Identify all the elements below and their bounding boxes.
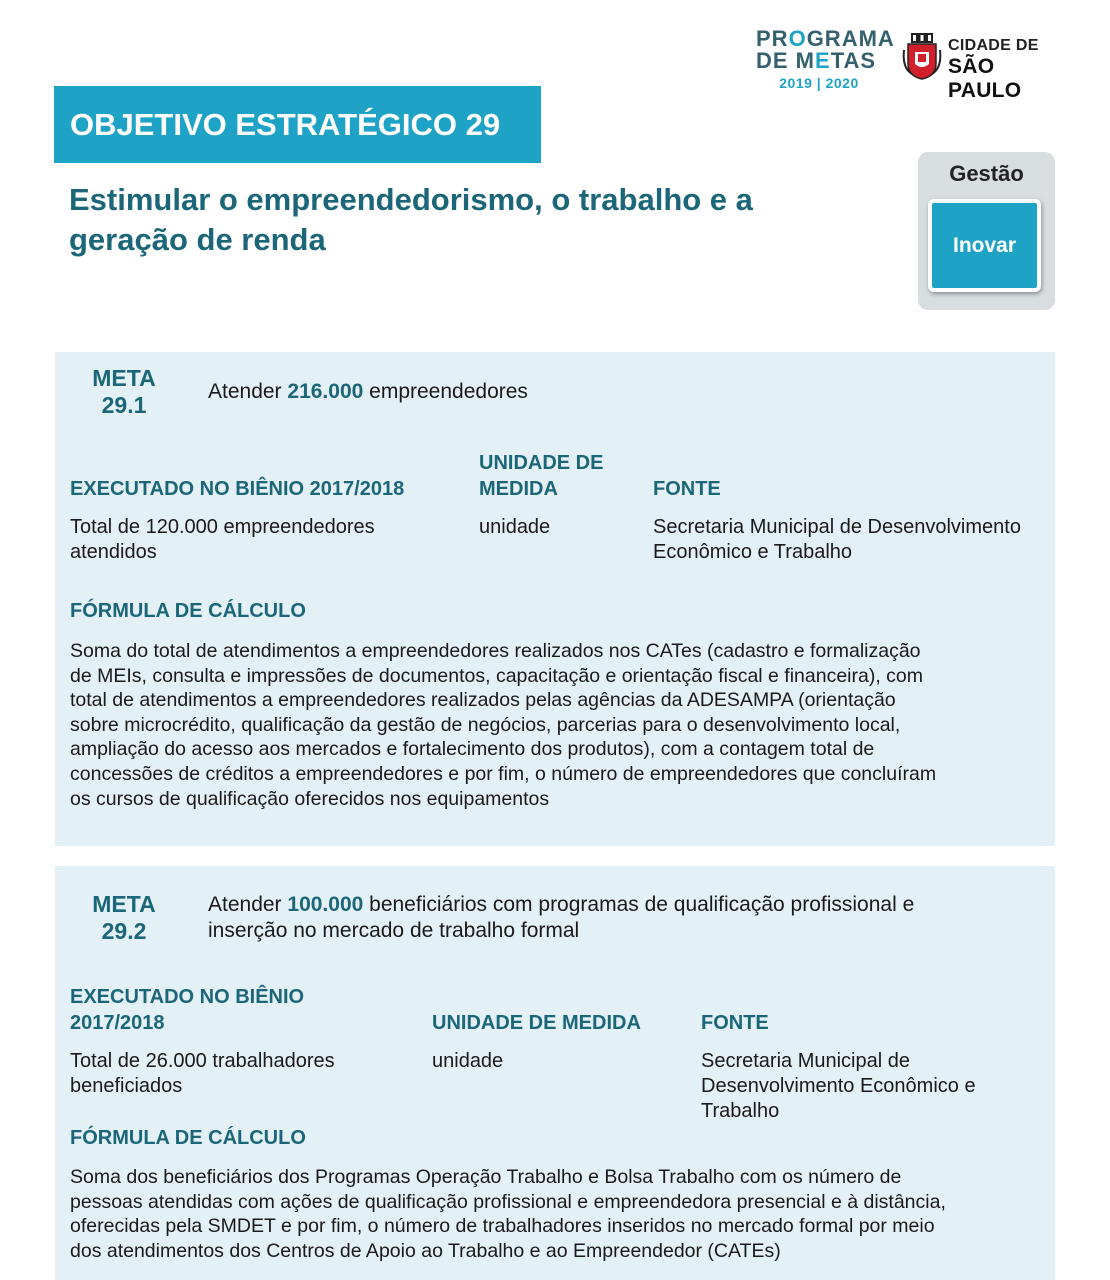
meta-label-top: META (92, 891, 156, 917)
executado-heading: EXECUTADO NO BIÊNIO 2017/2018 (70, 986, 305, 1034)
meta-target-number: 216.000 (287, 380, 364, 403)
meta-description: Atender 216.000 empreendedores (208, 380, 528, 403)
meta-target-number: 100.000 (287, 893, 364, 916)
fonte-value: Secretaria Municipal de Desenvolvimento Econômico e Trabalho (701, 1050, 976, 1122)
city-logo-line-2: SÃO PAULO (948, 55, 1022, 102)
meta-label-number: 29.2 (101, 918, 147, 944)
city-logo-line-1: CIDADE DE (948, 37, 1039, 54)
unidade-heading: UNIDADE DE MEDIDA (479, 452, 604, 500)
executado-heading: EXECUTADO NO BIÊNIO 2017/2018 (70, 478, 405, 500)
unidade-value: unidade (432, 1050, 504, 1072)
subtitle-line-2: geração de renda (69, 222, 326, 257)
formula-text: Soma do total de atendimentos a empreendedores realizados nos CATes (cadastro e formalização de MEIs, consulta e impressões de documentos, capacitação e orientação fiscal e financeira), com total de atendimentos a empreendedores realizados pelas agências da ADESAMPA (orientação sobre microcrédito, qualificação da gestão de negócios, parcerias para o desenvolvimento local, ampliação do acesso aos mercados e fortalecimento dos produtos), com a contagem total de concessões de créditos a empreendedores e por fim, o número de empreendedores que concluíram os cursos de qualificação oferecidos nos equipamentos (70, 640, 937, 810)
inovar-button[interactable]: Inovar (928, 199, 1041, 292)
meta-label-number: 29.1 (101, 392, 147, 418)
meta-panel-29-1 (55, 352, 1055, 846)
formula-text: Soma dos beneficiários dos Programas Operação Trabalho e Bolsa Trabalho com os número de pessoas atendidas com ações de qualificação profissional e empreendedora presencial e à distância, oferecidas pela SMDET e por fim, o número de trabalhadores inseridos no mercado formal por meio dos atendimentos dos Centros de Apoio ao Trabalho e ao Empreendedor (CATEs) (70, 1166, 946, 1262)
formula-heading: FÓRMULA DE CÁLCULO (70, 600, 306, 622)
logo-years: 2019 | 2020 (779, 75, 859, 91)
gestao-box (918, 152, 1055, 310)
subtitle-line-1: Estimular o empreendedorismo, o trabalho e a (69, 182, 753, 217)
sao-paulo-city-logo (902, 30, 1072, 102)
meta-label-top: META (92, 365, 156, 391)
programa-de-metas-logo (756, 26, 895, 91)
executado-value: Total de 26.000 trabalhadores beneficiados (70, 1050, 335, 1097)
gestao-label: Gestão (949, 161, 1024, 186)
logo-line-2: DE METAS (756, 48, 877, 73)
meta-label (79, 891, 169, 945)
objective-banner: OBJETIVO ESTRATÉGICO 29 (54, 86, 541, 163)
objective-subtitle (69, 180, 869, 260)
fonte-heading: FONTE (701, 1012, 769, 1034)
unidade-heading: UNIDADE DE MEDIDA (432, 1012, 641, 1034)
logo-line-1: PROGRAMA (756, 26, 895, 51)
meta-description: Atender 100.000 beneficiários com programas de qualificação profissional e inserção no mercado de trabalho formal (208, 893, 915, 942)
executado-value: Total de 120.000 empreendedores atendidos (70, 516, 375, 563)
fonte-value: Secretaria Municipal de Desenvolvimento Econômico e Trabalho (653, 516, 1021, 563)
unidade-value: unidade (479, 516, 551, 538)
formula-heading: FÓRMULA DE CÁLCULO (70, 1127, 306, 1149)
meta-panel-29-2 (55, 866, 1055, 1280)
city-crest-icon (902, 30, 942, 80)
fonte-heading: FONTE (653, 478, 721, 500)
meta-label (79, 365, 169, 419)
